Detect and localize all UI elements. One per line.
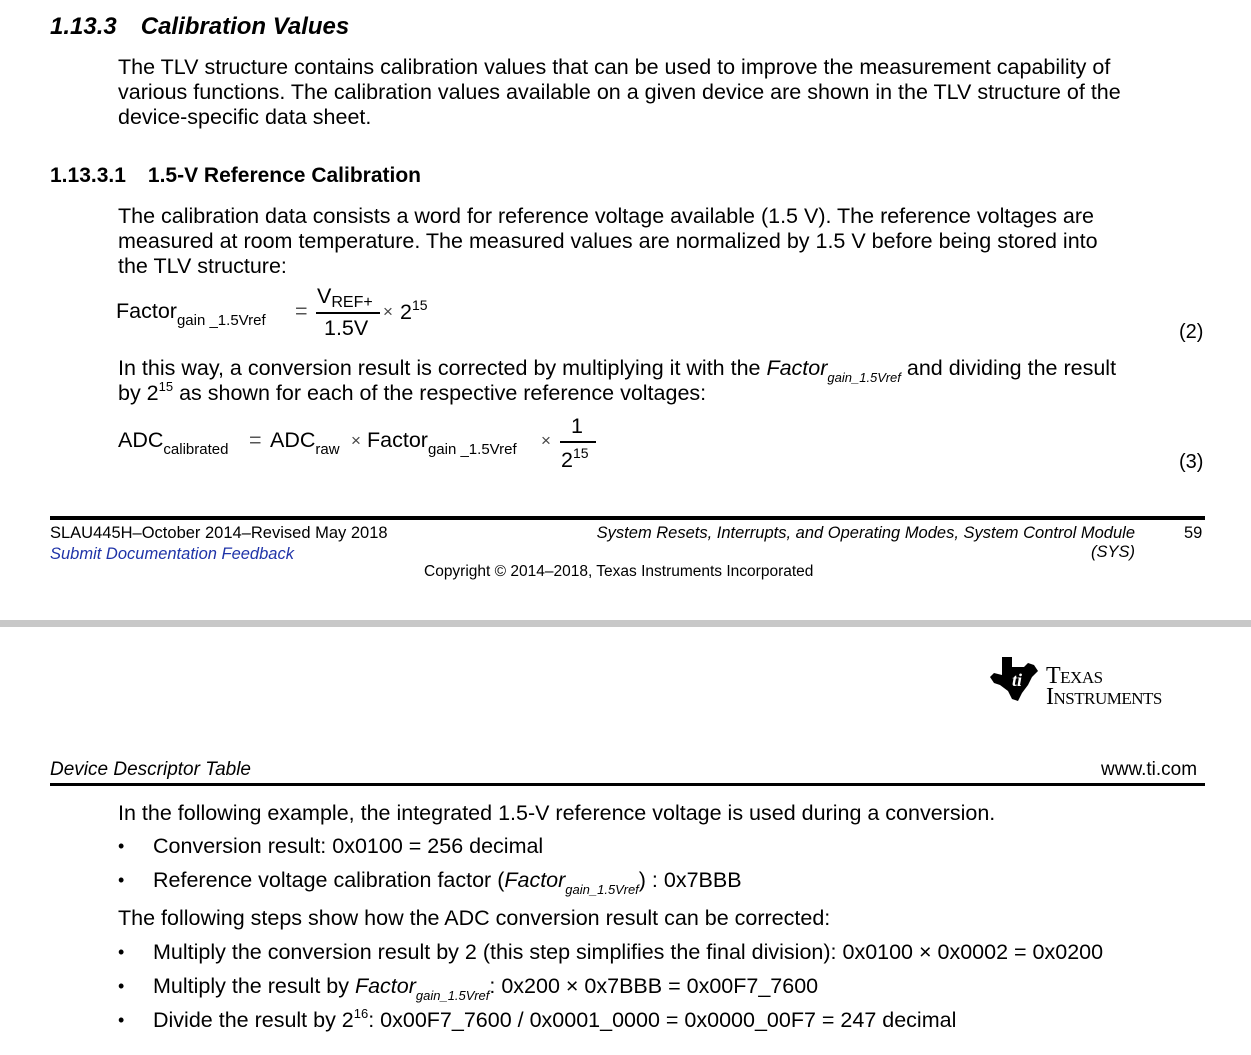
para-line: The calibration data consists a word for reference voltage available (1.5 V). The reference voltages are [118,204,1094,228]
list-text: : 0x00F7_7600 / 0x0001_0000 = 0x0000_00F7 = 247 decimal [368,1008,957,1032]
bullet-icon: • [118,836,125,856]
intro-line: device-specific data sheet. [118,105,372,129]
list-text: : 0x200 × 0x7BBB = 0x00F7_7600 [489,974,819,998]
list-text: Reference voltage calibration factor ( [153,868,505,892]
page-separator [0,620,1251,627]
copyright: Copyright © 2014–2018, Texas Instruments Incorporated [424,563,814,580]
factor-term: Factor [766,356,828,380]
example-intro: In the following example, the integrated 1.5-V reference voltage is used during a conversion. [118,801,996,825]
section-number: 1.13.3 [50,13,117,40]
eq3-adc: ADC [118,428,164,452]
para-line: the TLV structure: [118,254,287,278]
eq3-times2: × [541,431,551,450]
website-link[interactable]: www.ti.com [1101,759,1198,780]
steps-intro: The following steps show how the ADC conversion result can be corrected: [118,906,831,930]
eq3-factor [367,428,517,458]
intro-line: The TLV structure contains calibration values that can be used to improve the measurement capability of [118,55,1111,79]
eq2-power [400,297,428,325]
eq3-factor-text: Factor [367,428,428,452]
list-text: ) : 0x7BBB [638,868,742,892]
para-line [118,381,706,408]
section-title: Calibration Values [140,13,350,40]
logo-text-texas: Texas [1046,663,1103,689]
eq2-base: 2 [400,300,412,324]
texas-state-icon [988,655,1040,703]
list-sup: 16 [353,1006,369,1021]
para-text: In this way, a conversion result is corrected by multiplying it with the [118,356,767,380]
list-text: Divide the result by 2 [153,1008,354,1032]
bullet-icon: • [118,942,125,962]
factor-term: Factor [354,974,416,998]
bullet-icon: • [118,870,125,890]
bullet-icon: • [118,1010,125,1030]
eq3-equals: = [249,428,262,452]
para-line [118,356,1116,383]
eq2-lhs [116,299,266,329]
intro-line: various functions. The calibration values available on a given device are shown in the TLV structure of the [118,80,1121,104]
eq3-numerator: 1 [571,414,583,438]
eq2-v: V [317,284,332,308]
factor-term: Factor [504,868,566,892]
eq3-raw-sub: raw [315,441,340,458]
eq3-lhs [118,428,229,458]
header-rule [50,783,1205,786]
para-text: by 2 [118,381,159,405]
eq3-times: × [351,431,361,450]
eq2-equals: = [295,299,308,323]
footer-rule [50,516,1205,520]
footer-doc-id: SLAU445H–October 2014–Revised May 2018 [50,524,388,542]
page-number: 59 [1184,524,1203,542]
running-header-title: Device Descriptor Table [50,759,251,780]
subsection-number: 1.13.3.1 [50,164,126,187]
list-item [153,1008,956,1035]
factor-term-sub: gain_1.5Vref [827,370,901,385]
eq2-ref-sub: REF+ [331,294,373,311]
factor-term-sub: gain_1.5Vref [565,882,639,897]
eq3-denominator [561,445,589,473]
list-item: Multiply the conversion result by 2 (this step simplifies the final division): 0x0100 × 0x0002 = 0x0200 [153,940,1104,964]
eq3-fraction-bar [560,441,596,443]
subsection-heading [50,164,421,188]
bullet-icon: • [118,976,125,996]
eq3-adc2: ADC [270,428,316,452]
factor-term-sub: gain_1.5Vref [415,988,490,1003]
logo-text-instruments: Instruments [1046,684,1162,710]
feedback-link[interactable]: Submit Documentation Feedback [50,545,294,563]
footer-chapter-title-cont: (SYS) [1090,543,1135,561]
footer-chapter-title: System Resets, Interrupts, and Operating Modes, System Control Module [596,524,1135,542]
para-line: measured at room temperature. The measured values are normalized by 1.5 V before being stored into [118,229,1098,253]
list-text: Multiply the result by [153,974,355,998]
eq3-factor-sub: gain _1.5Vref [427,441,517,458]
para-sup: 15 [158,379,174,394]
eq2-numerator [317,284,373,309]
equation-number: (3) [1179,451,1204,473]
list-item: Conversion result: 0x0100 = 256 decimal [153,834,544,858]
para-text: as shown for each of the respective reference voltages: [173,381,707,405]
ti-mark: ti [1012,670,1023,690]
eq2-factor: Factor [116,299,177,323]
section-heading [50,13,349,41]
eq2-denominator: 1.5V [324,316,369,340]
eq3-adc-raw [270,428,340,458]
eq3-base: 2 [561,448,573,472]
eq3-adc-sub: calibrated [163,441,229,458]
eq2-fraction-bar [316,312,380,314]
eq3-exp: 15 [572,445,589,461]
eq2-exp: 15 [411,297,428,313]
eq2-factor-sub: gain _1.5Vref [176,312,266,329]
eq2-times: × [383,302,393,321]
equation-number: (2) [1179,321,1204,343]
list-item [153,868,742,895]
subsection-title: 1.5-V Reference Calibration [147,164,421,187]
para-text: and dividing the result [900,356,1117,380]
list-item [153,974,818,1001]
